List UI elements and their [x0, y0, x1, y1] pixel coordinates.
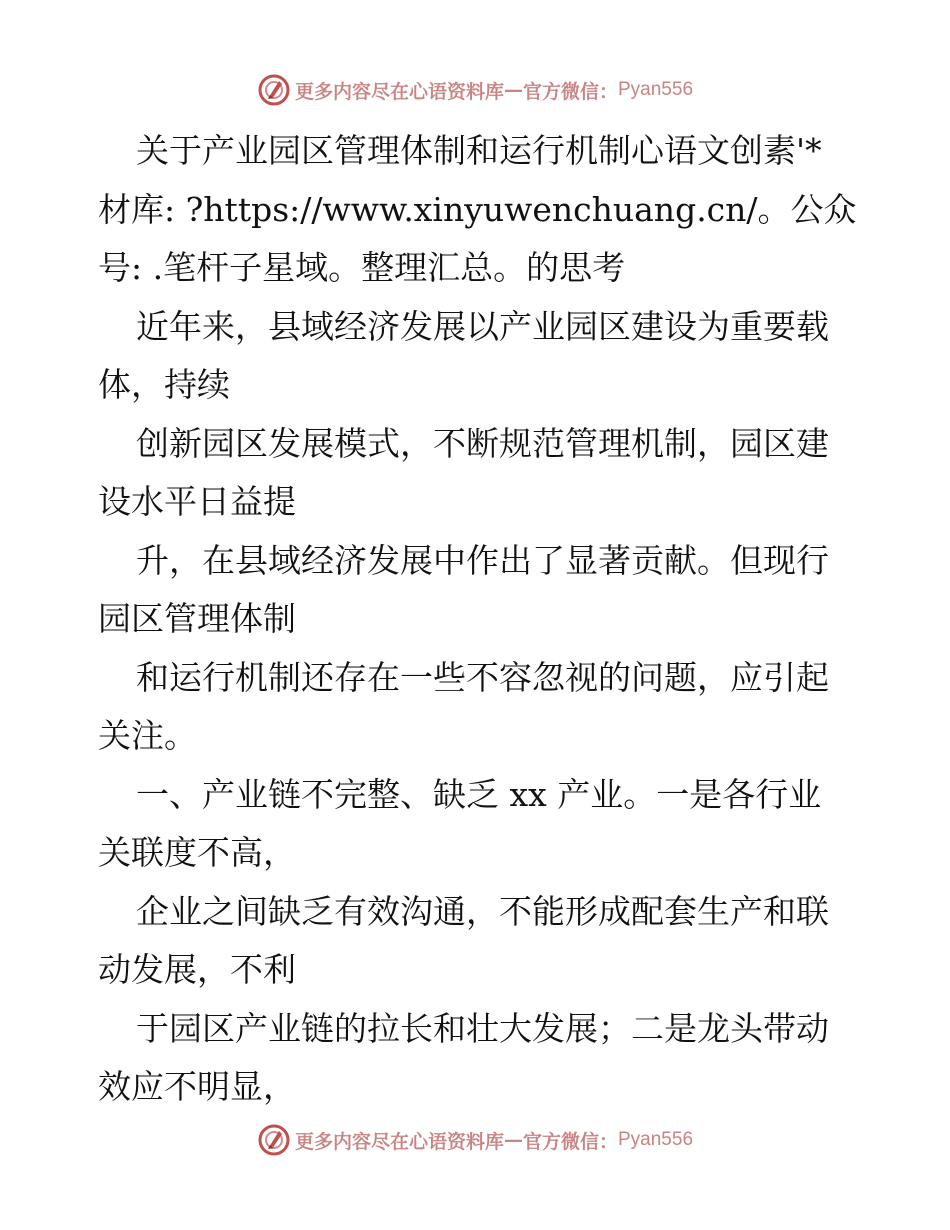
paragraph-6: 一、产业链不完整、缺乏 xx 产业。一是各行业 关联度不高， — [98, 774, 822, 872]
paragraph-8: 于园区产业链的拉长和壮大发展；二是龙头带动 效应不明显， — [98, 1008, 829, 1106]
paragraph-5: 和运行机制还存在一些不容忽视的问题，应引起 关注。 — [98, 657, 829, 755]
paragraph-4: 升，在县域经济发展中作出了显著贡献。但现行 园区管理体制 — [98, 540, 829, 638]
banner-wechat-label: 官方微信： — [522, 80, 618, 103]
banner-wechat-id: Pyan556 — [618, 1129, 694, 1150]
pen-nib-logo-icon — [257, 1123, 291, 1157]
paragraph-7: 企业之间缺乏有效沟通，不能形成配套生产和联 动发展，不利 — [98, 891, 829, 989]
header-banner — [0, 70, 950, 110]
banner-dash: — — [503, 79, 523, 101]
paragraph-1: 关于产业园区管理体制和运行机制心语文创素'* 材库: ?https://www.xinyuwenchuang.cn/。公众 号: .笔杆子星域。整理汇总。的思考 — [98, 131, 857, 287]
banner-site-name: 更多内容尽在心语资料库 — [294, 80, 504, 103]
footer-banner — [0, 1120, 950, 1160]
paragraph-2: 近年来，县域经济发展以产业园区建设为重要载 体，持续 — [98, 306, 829, 404]
document-body — [98, 122, 858, 1117]
banner-wechat-id: Pyan556 — [618, 79, 694, 100]
paragraph-3: 创新园区发展模式，不断规范管理机制，园区建 设水平日益提 — [98, 423, 829, 521]
pen-nib-logo-icon — [257, 73, 291, 107]
banner-wechat-label: 官方微信： — [522, 1130, 618, 1153]
banner-dash: — — [503, 1129, 523, 1151]
banner-site-name: 更多内容尽在心语资料库 — [294, 1130, 504, 1153]
